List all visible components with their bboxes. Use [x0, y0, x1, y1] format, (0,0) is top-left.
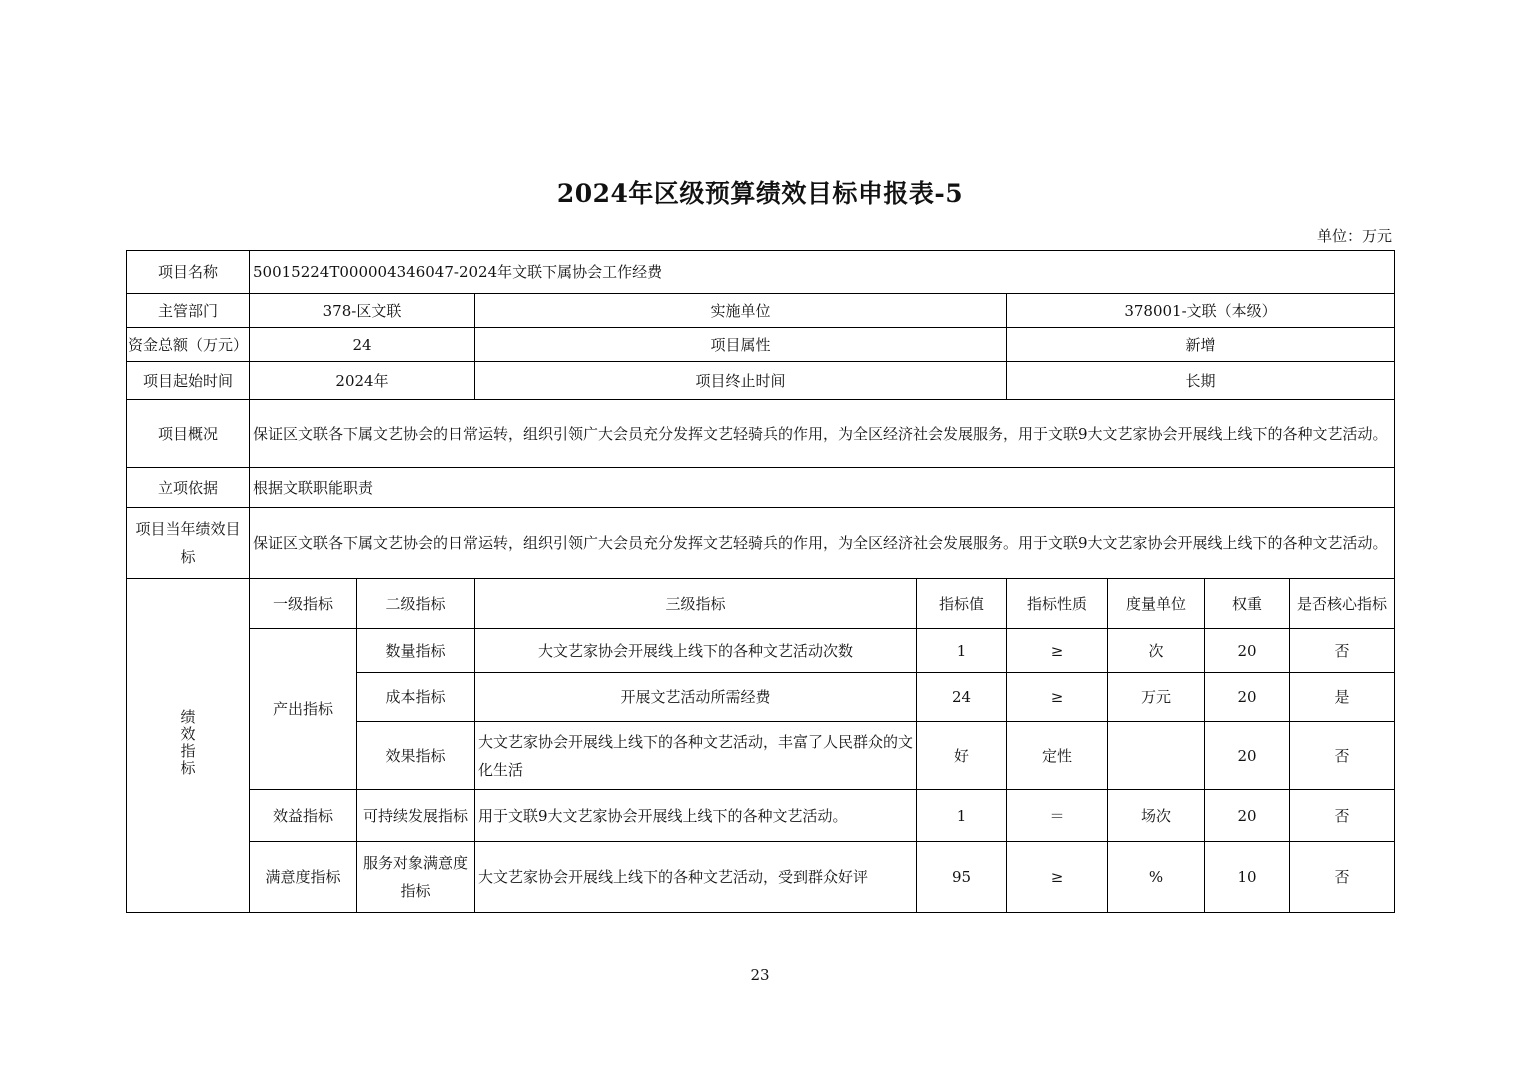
- cell-level2: 效果指标: [357, 722, 475, 790]
- cell-weight: 10: [1205, 842, 1290, 913]
- cell-level2: 成本指标: [357, 673, 475, 722]
- cell-unit: 次: [1108, 629, 1205, 673]
- label-end: 项目终止时间: [475, 362, 1007, 400]
- value-start: 2024年: [250, 362, 475, 400]
- cell-level2: 可持续发展指标: [357, 790, 475, 842]
- value-project-name: 50015224T000004346047-2024年文联下属协会工作经费: [250, 251, 1395, 294]
- page-title: 2024年区级预算绩效目标申报表-5: [556, 179, 964, 208]
- cell-unit: %: [1108, 842, 1205, 913]
- cell-unit: [1108, 722, 1205, 790]
- cell-level3: 大文艺家协会开展线上线下的各种文艺活动次数: [475, 629, 917, 673]
- value-impl: 378001-文联（本级）: [1007, 294, 1395, 328]
- row-period: [127, 362, 1395, 400]
- cell-value: 1: [917, 629, 1007, 673]
- value-dept: 378-区文联: [250, 294, 475, 328]
- label-dept: 主管部门: [127, 294, 250, 328]
- page-number: 23: [750, 966, 770, 984]
- header-level3: 三级指标: [475, 579, 917, 629]
- value-fund: 24: [250, 328, 475, 362]
- value-end: 长期: [1007, 362, 1395, 400]
- label-attr: 项目属性: [475, 328, 1007, 362]
- label-project-name: 项目名称: [127, 251, 250, 294]
- group-satisfaction: 满意度指标: [250, 842, 357, 913]
- row-basis: [127, 468, 1395, 508]
- performance-target-table: [126, 250, 1395, 913]
- cell-core: 否: [1290, 722, 1395, 790]
- label-impl: 实施单位: [475, 294, 1007, 328]
- label-indicators: [127, 579, 250, 913]
- cell-nature: ＝: [1007, 790, 1108, 842]
- value-basis: 根据文联职能职责: [250, 468, 1395, 508]
- label-goal: 项目当年绩效目标: [127, 508, 250, 579]
- cell-level3: 大文艺家协会开展线上线下的各种文艺活动，受到群众好评: [475, 842, 917, 913]
- cell-core: 否: [1290, 790, 1395, 842]
- unit-note: 单位：万元: [1316, 227, 1392, 245]
- row-fund: [127, 328, 1395, 362]
- cell-weight: 20: [1205, 673, 1290, 722]
- group-output: 产出指标: [250, 629, 357, 790]
- cell-level3: 开展文艺活动所需经费: [475, 673, 917, 722]
- cell-weight: 20: [1205, 629, 1290, 673]
- cell-nature: ≥: [1007, 673, 1108, 722]
- table-row: [127, 790, 1395, 842]
- row-overview: [127, 400, 1395, 468]
- value-overview: 保证区文联各下属文艺协会的日常运转，组织引领广大会员充分发挥文艺轻骑兵的作用，为全区经济社会发展服务，用于文联9大文艺家协会开展线上线下的各种文艺活动。: [250, 400, 1395, 468]
- cell-level2: 服务对象满意度指标: [357, 842, 475, 913]
- header-nature: 指标性质: [1007, 579, 1108, 629]
- cell-value: 24: [917, 673, 1007, 722]
- cell-core: 否: [1290, 629, 1395, 673]
- cell-value: 95: [917, 842, 1007, 913]
- label-fund: 资金总额（万元）: [127, 328, 250, 362]
- header-weight: 权重: [1205, 579, 1290, 629]
- value-attr: 新增: [1007, 328, 1395, 362]
- indicator-header-row: [127, 579, 1395, 629]
- cell-level3: 大文艺家协会开展线上线下的各种文艺活动，丰富了人民群众的文化生活: [475, 722, 917, 790]
- row-dept: [127, 294, 1395, 328]
- table-row: [127, 629, 1395, 673]
- cell-unit: 万元: [1108, 673, 1205, 722]
- header-core: 是否核心指标: [1290, 579, 1395, 629]
- group-benefit: 效益指标: [250, 790, 357, 842]
- indicators-section-label: 绩效指标: [180, 708, 196, 777]
- cell-value: 好: [917, 722, 1007, 790]
- cell-value: 1: [917, 790, 1007, 842]
- label-basis: 立项依据: [127, 468, 250, 508]
- cell-weight: 20: [1205, 790, 1290, 842]
- header-level1: 一级指标: [250, 579, 357, 629]
- cell-nature: ≥: [1007, 629, 1108, 673]
- header-unit: 度量单位: [1108, 579, 1205, 629]
- row-goal: [127, 508, 1395, 579]
- cell-core: 是: [1290, 673, 1395, 722]
- cell-nature: ≥: [1007, 842, 1108, 913]
- row-project-name: [127, 251, 1395, 294]
- cell-core: 否: [1290, 842, 1395, 913]
- header-level2: 二级指标: [357, 579, 475, 629]
- header-value: 指标值: [917, 579, 1007, 629]
- cell-level3: 用于文联9大文艺家协会开展线上线下的各种文艺活动。: [475, 790, 917, 842]
- label-start: 项目起始时间: [127, 362, 250, 400]
- cell-weight: 20: [1205, 722, 1290, 790]
- cell-nature: 定性: [1007, 722, 1108, 790]
- table-row: [127, 842, 1395, 913]
- value-goal: 保证区文联各下属文艺协会的日常运转，组织引领广大会员充分发挥文艺轻骑兵的作用，为全区经济社会发展服务。用于文联9大文艺家协会开展线上线下的各种文艺活动。: [250, 508, 1395, 579]
- label-overview: 项目概况: [127, 400, 250, 468]
- cell-unit: 场次: [1108, 790, 1205, 842]
- cell-level2: 数量指标: [357, 629, 475, 673]
